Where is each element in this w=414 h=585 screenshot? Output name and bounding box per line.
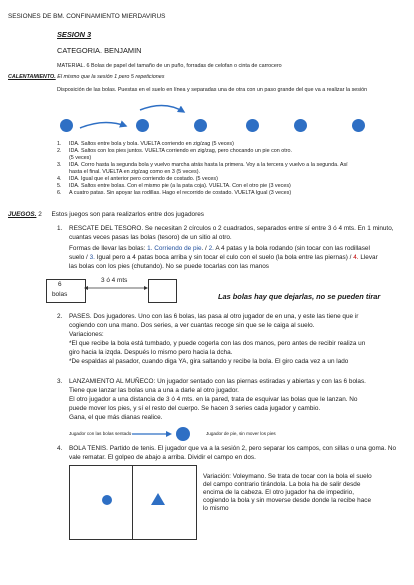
tennis-field [69,465,197,540]
warmup-item-text: (5 veces) [69,155,92,161]
game1-line3 [69,245,370,253]
game2-line6: *De espaldas al pasador, cuando diga YA, gira saltando y recibe la bola. El giro cada vez a un lado [69,358,349,365]
game2-line3: Variaciones: [69,331,104,338]
warmup-item-number: 2. [57,148,62,154]
arrow-icon [80,122,126,128]
document-header: SESIONES DE BM. CONFINAMIENTO MIERDAVIRUS [8,13,166,20]
game4-number: 4. [57,445,63,452]
games-label: JUEGOS. [8,211,37,218]
warmup-item-text: IDA. Saltos entre bolas. Con el mismo pie (a la pata coja). VUELTA. Con el otro pie (3 veces) [69,183,291,189]
game3-line1: LANZAMIENTO AL MUÑECO: Un jugador sentado con las piernas estiradas y abiertas y con las 6 bolas. [69,378,366,385]
variation-line: Variación: Voleymano. Se trata de tocar con la bola el suelo [203,473,372,480]
text-run: Formas de llevar las bolas: [69,245,148,252]
throw-arrow-icon [130,430,174,438]
text-run: . / [201,245,209,252]
text-run: 4. [353,254,359,261]
game3-line3: El otro jugador a una distancia de 3 ó 4 mts. en la pared, trata de esquivar las bolas que le lanzan. No [69,396,358,403]
box-label-word: bolas [52,291,68,298]
warmup-label: CALENTAMIENTO. [8,74,56,80]
text-run: Igual pero a 4 patas boca arriba y sin tocar el culo con el suelo (la bola entre las piernas) / [94,254,354,261]
session-title: SESION 3 [57,30,92,39]
arrangement-text: Disposición de las bolas. Puestas en el suelo en línea y separadas una de otra con un paso grande del que va a realizar la sesión [57,87,368,93]
game3-left-label: Jugador con las bolas sentado [69,431,132,436]
text-run: Llevar [358,254,378,261]
distance-label: 3 ó 4 mts [101,277,128,284]
warmup-item [57,176,348,183]
game4-line1: BOLA TENIS. Partido de tenis. El jugador que va a la sesión 2, pero separar los campos, con sillas o una goma. No [69,445,397,452]
warmup-item [57,183,348,190]
game3-line4: puede mover los pies, y sí el resto del cuerpo. Se hacen 3 series cada jugador y cambio. [69,405,321,412]
category: CATEGORIA. BENJAMIN [57,46,142,55]
warmup-list [57,141,348,197]
variation-line: encima de la cabeza. El otro jugador ha de impedirio, [203,489,354,496]
player-triangle-icon [151,493,165,505]
warmup-text: El mismo que la sesión 1 pero 5 repeticiones [57,74,165,80]
game4-variation [203,473,372,513]
field-divider [132,465,133,540]
games-heading [8,211,204,219]
warmup-item-text: IDA. Saltos con los pies juntos. VUELTA corriendo en zig/zag, pero chocando un pie con otro. [69,148,293,154]
game2-line1: PASES. Dos jugadores. Uno con las 6 bolas, las pasa al otro jugador de en una, y este las tiene que ir [69,313,359,320]
variation-line: del campo contrario tirándola. La bola ha de salir desde [203,481,361,488]
warmup-item [57,155,348,162]
variation-line: lo mismo [203,505,229,512]
text-run: A 4 patas y la bola rodando (sin tocar con las rodillasel [213,245,370,252]
warmup-item-text: IDA. Corro hasta la segunda bola y vuelvo marcha atrás hasta la primera. Voy a la tercera y vuelvo a la segunda. Así [69,162,348,168]
game2-line5: giro hacia la izqda. Después lo mismo pero hacia la dcha. [69,349,233,356]
game3-line5: Gana, el que más dianas realice. [69,414,163,421]
warmup-item [57,141,348,148]
material: MATERIAL. 6 Bolas de papel del tamaño de un puño, forradas de celofan o cinta de carrocero [57,63,282,69]
arrow-icon [140,105,184,112]
games-number: 2 [38,211,42,218]
warmup-item [57,169,348,176]
games-intro: Estos juegos son para realizarlos entre dos jugadores [51,211,204,218]
game1-note: Las bolas hay que dejarlas, no se pueden tirar [218,292,381,301]
text-run: 3. [89,254,95,261]
arrow-icons [0,0,414,160]
warmup-item-number: 5. [57,183,62,189]
warmup-item [57,190,348,197]
text-run: 2. [208,245,214,252]
game2-number: 2. [57,313,63,320]
warmup-item-text: IDA. Saltos entre bola y bola. VUELTA corriendo en zig/zag (5 veces) [69,141,234,147]
warmup-item-number: 1. [57,141,62,147]
right-square [148,279,177,303]
box-label-number: 6 [58,281,62,288]
game4-line2: vale rematar. El golpeo de abajo a arriba. Dividir el campo en dos. [69,454,256,461]
warmup-item-text: A cuatro patas. Sin apoyar las rodillas. Hago el recorrido de costado. VUELTA Igual (3 veces) [69,190,292,196]
warmup-item [57,148,348,155]
text-run: 1. Corriendo de pie [147,245,202,252]
text-run: suelo / [69,254,90,261]
game1-line5: las bolas con los pies (chutando). No se puede tocarlas con las manos [69,263,269,270]
ball-icon [176,427,190,441]
warmup-item-text: IDA. Igual que el anterior pero corriendo de costado. (5 veces) [69,176,218,182]
game1-line1: RESCATE DEL TESORO. Se necesitan 2 círculos o 2 cuadrados, separados entre sí entre 3 ó 4 mts. En 1 minuto, [69,225,394,232]
game1-number: 1. [57,225,63,232]
distance-arrow-icon [84,285,148,291]
ball-icon [102,495,112,505]
warmup-item [57,162,348,169]
game1-line2: cuantas veces pasas las bolas (tesoro) de un sitio al otro. [69,234,232,241]
warmup-item-number: 3. [57,162,62,168]
warmup-item-number: 4. [57,176,62,182]
warmup-item-number: 6. [57,190,62,196]
variation-line: cogiendo la bola y sin moverse desde donde la recibe hace [203,497,372,504]
game3-line2: Tiene que lanzar las bolas una a una a darle al otro jugador. [69,387,239,394]
game2-line4: *El que recibe la bola está tumbado, y puede cogerla con las dos manos, pero antes de recibir realiza un [69,340,366,347]
game3-right-label: Jugador de pie, sin mover los pies [206,431,276,436]
game3-number: 3. [57,378,63,385]
warmup-item-text: hasta el final. VUELTA en zig/zag como en 3 (5 veces). [69,169,201,175]
game1-line4 [69,254,378,262]
game2-line2: cogiendo con una mano. Dos series, a ver cuantas recoge sin que se le caiga al suelo. [69,322,315,329]
